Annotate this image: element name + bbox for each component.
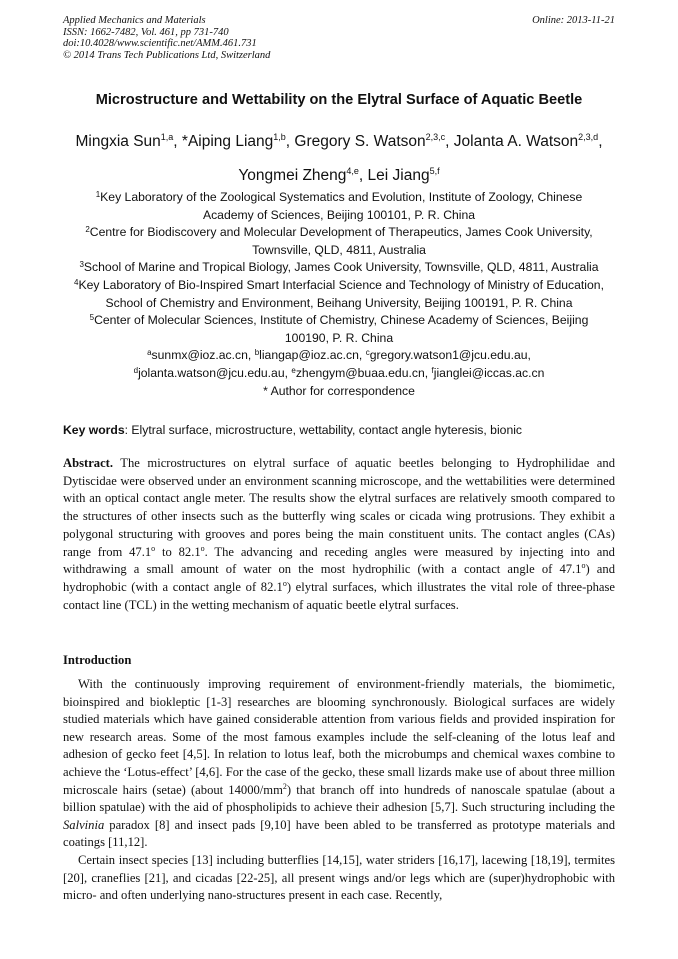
author-affil-mark: 4,e [346,166,359,176]
author-separator: , [358,167,368,184]
correspondence-note: * Author for correspondence [263,383,415,398]
affiliation-text: Center of Molecular Sciences, Institute of Chemistry, Chinese Academy of Sciences, Beijing [94,313,589,328]
journal-name: Applied Mechanics and Materials [63,15,206,26]
email-d[interactable]: jolanta.watson@jcu.edu.au, [138,365,288,380]
author-affil-mark: 2,3,c [425,132,446,142]
affiliation-1-cont: Academy of Sciences, Beijing 100101, P. R. China [202,207,476,222]
email-mark: b [254,348,260,358]
author-affil-mark: 1,b [273,132,286,142]
copyright-line: © 2014 Trans Tech Publications Ltd, Switzerland [63,49,271,61]
author-name: *Aiping Liang [181,133,274,150]
affiliation-number: 1 [95,190,101,199]
author-name: Yongmei Zheng [238,167,347,184]
abstract-label: Abstract. [63,456,114,470]
affiliation-number: 2 [85,225,90,235]
email-mark: c [365,348,370,358]
abstract-text: The microstructures on elytral surface of aquatic beetles belonging to Hydrophilidae and Dytiscidae were observed under an environment scanning microscope, and the wettabilities were determined with an optical contact angle meter. The results show the elytral surfaces are relatively smooth compared to the structures of other insects such as the butterfly wing scales or cicada wing protrusions. They exhibit a polygonal structuring with grooves and pores being the main constituent units. The contact angles (CAs) range from 47.1 [63,456,615,559]
online-date: Online: 2013-11-21 [532,15,615,26]
keywords [63,423,615,437]
author-list [40,125,638,193]
author-name: Jolanta A. Watson [453,133,579,150]
affiliation-number: 4 [74,277,79,287]
affiliation-text: School of Marine and Tropical Biology, James Cook University, Townsville, QLD, 4811, Australia [83,260,599,275]
affiliation-2-cont: Townsville, QLD, 4811, Australia [252,242,426,257]
intro-text: paradox [8] and insect pads [9,10] have been abled to be transferred as prototype materials and coatings [11,12]. [63,817,615,850]
affiliation-4 [40,277,638,295]
intro-text: ) that branch off into hundreds of nanoscale spatulae (about a billion spatulae) with the aid of phospholipids to achieve their adhesion [5,7]. Such structuring including the [63,782,615,815]
email-line-2 [40,365,638,383]
degree-mark: o [581,561,586,571]
abstract-text: ) and hydrophobic (with a contact angle of 82.1 [63,562,615,594]
author-separator: , [173,133,182,150]
email-b[interactable]: liangap@ioz.ac.cn, [259,348,363,363]
email-mark: d [133,365,139,375]
degree-mark: o [151,543,156,553]
author-separator: , [285,133,295,150]
author-name: Lei Jiang [367,167,430,184]
affiliation-4-cont: School of Chemistry and Environment, Beihang University, Beijing 100191, P. R. China [105,295,573,310]
author-name: Gregory S. Watson [294,133,426,150]
email-f[interactable]: jianglei@iccas.ac.cn [433,365,545,380]
abstract-text: to 82.1 [155,544,201,559]
affiliation-text: Key Laboratory of Bio-Inspired Smart Interfacial Science and Technology of Ministry of Education, [78,277,604,292]
affiliation-number: 3 [79,260,84,270]
email-mark: a [147,348,152,358]
affiliation-text: Key Laboratory of the Zoological Systematics and Evolution, Institute of Zoology, Chinese [100,190,583,204]
introduction-body [63,676,615,905]
doi-line: doi:10.4028/www.scientific.net/AMM.461.731 [63,38,257,50]
abstract [63,455,615,614]
author-line-2 [40,159,638,193]
affiliation-5-cont: 100190, P. R. China [284,330,394,345]
intro-paragraph-1 [63,676,615,852]
author-affil-mark: 1,a [160,132,174,142]
italic-term: Salvinia [63,817,105,832]
paper-title: Microstructure and Wettability on the Elytral Surface of Aquatic Beetle [95,92,583,108]
author-separator: , [445,133,454,150]
degree-mark: o [282,578,287,588]
keywords-label: Key words [63,423,125,437]
author-line-1 [40,125,638,159]
email-a[interactable]: sunmx@ioz.ac.cn, [151,348,252,363]
email-e[interactable]: zhengym@buaa.edu.cn, [295,365,429,380]
intro-text: With the continuously improving requirement of environment-friendly materials, the biomimetic, bioinspired and biokleptic [1-3] researches are blooming synchronously. Biological surfaces are widely studied materials which have gained considerable attention from various fields and provided inspiration for new research areas. Some of the most famous examples include the self-cleaning of the lotus leaf and adhesion of gecko feet [4,5]. In relation to lotus leaf, both the microbumps and chemical waxes combine to achieve the ‘Lotus-effect’ [4,6]. For the case of the gecko, these small lizards make use of about three million microscale hairs (setae) (about 14000/mm [63,677,615,797]
degree-mark: o [200,543,205,553]
section-heading-introduction: Introduction [63,653,132,667]
affiliation-1 [40,189,638,207]
author-affil-mark: 5,f [429,166,440,176]
issn-line: ISSN: 1662-7482, Vol. 461, pp 731-740 [63,26,229,38]
journal-header [63,15,615,61]
email-mark: e [291,365,296,375]
abstract-text: . The advancing and receding angles were measured by injecting into and withdrawing a small amount of water on the most hydrophilic (with a contact angle of 47.1 [63,544,615,577]
affiliation-number: 5 [89,313,95,323]
affiliations [40,189,638,400]
affiliation-3 [40,259,638,277]
author-separator: , [598,133,603,150]
affiliation-text: Centre for Biodiscovery and Molecular Development of Therapeutics, James Cook University, [89,225,593,240]
keywords-text: : Elytral surface, microstructure, wettability, contact angle hyteresis, bionic [124,423,523,437]
abstract-text: ) elytral surfaces, which illustrates the vital role of three-phase contact line (TCL) in the wetting mechanism of aquatic beetle elytral surfaces. [63,579,615,612]
affiliation-5 [40,312,638,330]
email-line-1 [40,347,638,365]
superscript: 2 [282,781,287,791]
author-name: Mingxia Sun [75,133,161,150]
email-c[interactable]: gregory.watson1@jcu.edu.au, [369,348,531,363]
email-mark: f [431,365,434,375]
intro-paragraph-2: Certain insect species [13] including butterflies [14,15], water striders [16,17], lacewing [18,19], termites [20], craneflies [21], and cicadas [22-25], all present wings and/or legs which are (super)hydrophobic with micro- and often underlying nano-structures present in each case. Recently, [63,852,615,903]
author-affil-mark: 2,3,d [578,132,599,142]
affiliation-2 [40,224,638,242]
